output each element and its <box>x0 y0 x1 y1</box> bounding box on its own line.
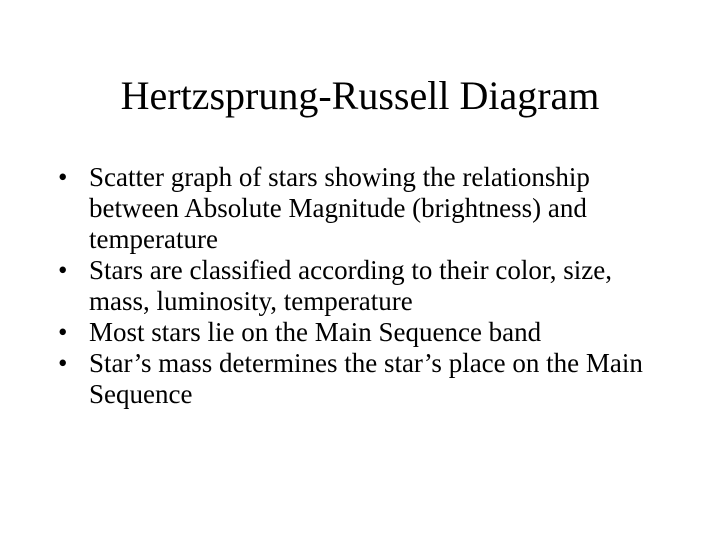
bullet-text: Scatter graph of stars showing the relationship between Absolute Magnitude (brightness) and temperature <box>89 162 590 254</box>
bullet-text: Most stars lie on the Main Sequence band <box>89 317 542 347</box>
bullet-item <box>54 162 674 255</box>
bullet-marker: • <box>58 348 68 378</box>
bullet-item <box>54 348 674 410</box>
bullet-marker: • <box>58 255 68 285</box>
bullet-text: Star’s mass determines the star’s place on the Main Sequence <box>89 348 643 409</box>
bullet-text: Stars are classified according to their color, size, mass, luminosity, temperature <box>89 255 612 316</box>
slide-title: Hertzsprung-Russell Diagram <box>120 73 600 118</box>
bullet-item <box>54 255 674 317</box>
bullet-marker: • <box>58 317 68 347</box>
bullet-item <box>54 317 674 348</box>
bullet-list <box>54 162 674 410</box>
bullet-marker: • <box>58 162 68 192</box>
